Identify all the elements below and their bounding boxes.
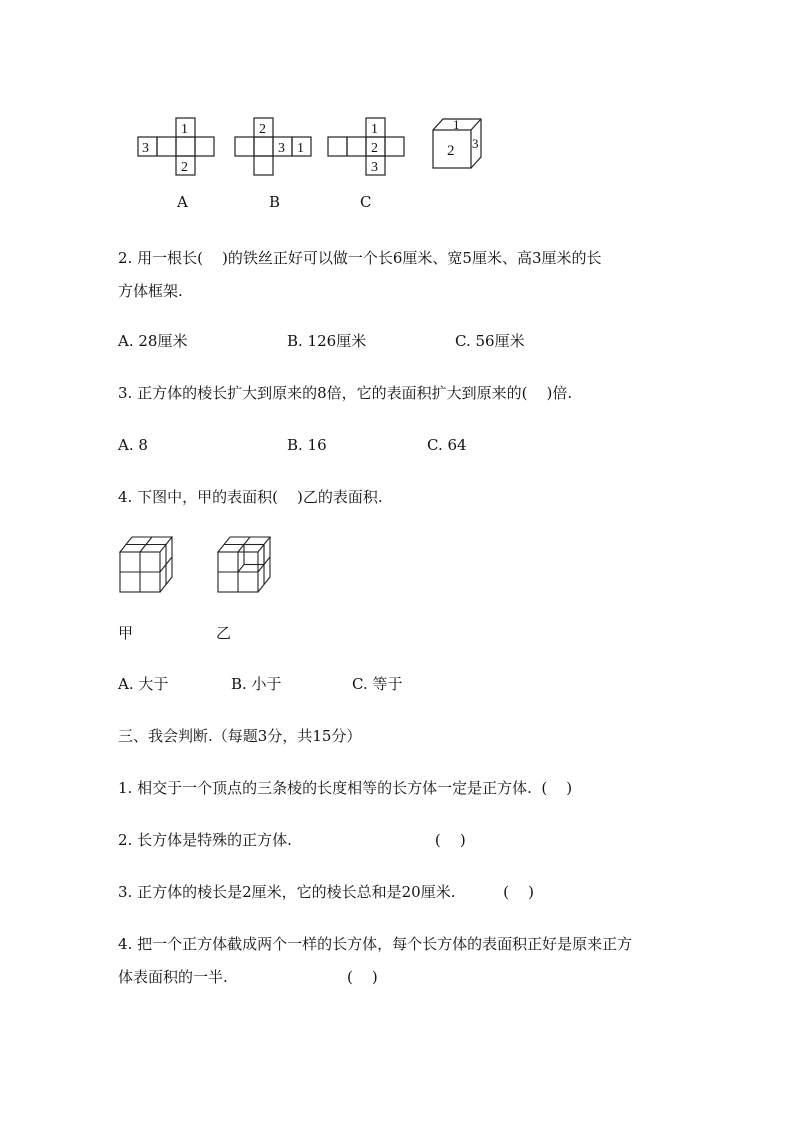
cube-label-2: 2 (447, 143, 455, 159)
net-c-label-2: 2 (371, 141, 378, 156)
q3-option-c: C. 64 (427, 436, 467, 454)
net-a-caption: A (177, 193, 188, 211)
net-c-label-1: 1 (371, 122, 378, 137)
q3-option-a: A. 8 (118, 436, 148, 454)
net-a (138, 118, 214, 175)
net-b-label-1: 1 (297, 141, 304, 156)
net-a-label-1: 1 (181, 122, 188, 137)
judge-item-2: 2. 长方体是特殊的正方体. ( ) (118, 831, 466, 849)
q3-line1: 3. 正方体的棱长扩大到原来的8倍，它的表面积扩大到原来的( )倍. (118, 384, 573, 402)
q2-option-c: C. 56厘米 (455, 332, 525, 350)
q4-option-b: B. 小于 (231, 675, 282, 693)
net-b-label-3: 3 (278, 141, 285, 156)
label-jia: 甲 (118, 624, 134, 642)
net-b-label-2: 2 (259, 122, 266, 137)
q2-option-b: B. 126厘米 (287, 332, 367, 350)
q3-option-b: B. 16 (287, 436, 327, 454)
cube-label-3: 3 (472, 136, 479, 151)
q2-line1: 2. 用一根长( )的铁丝正好可以做一个长6厘米、宽5厘米、高3厘米的长 (118, 249, 602, 267)
q4-option-c: C. 等于 (352, 675, 403, 693)
judge-item-1: 1. 相交于一个顶点的三条棱的长度相等的长方体一定是正方体. ( ) (118, 779, 573, 797)
judge-item-4-line1: 4. 把一个正方体截成两个一样的长方体，每个长方体的表面积正好是原来正方 (118, 935, 633, 953)
net-a-label-3: 3 (142, 141, 149, 156)
net-c-caption: C (360, 193, 372, 211)
q2-option-a: A. 28厘米 (118, 332, 188, 350)
q4-line1: 4. 下图中，甲的表面积( )乙的表面积. (118, 488, 383, 506)
q4-option-a: A. 大于 (118, 675, 169, 693)
net-c (328, 118, 404, 175)
judge-item-4-line2: 体表面积的一半. ( ) (118, 968, 378, 986)
cube-stack-figures (115, 530, 295, 602)
q2-line2: 方体框架. (118, 282, 183, 300)
figure-yi (218, 537, 270, 592)
cube-label-1: 1 (453, 117, 460, 132)
label-yi: 乙 (216, 624, 232, 642)
figure-jia (120, 537, 172, 592)
section3-title: 三、我会判断.（每题3分，共15分） (118, 727, 362, 745)
judge-item-3: 3. 正方体的棱长是2厘米，它的棱长总和是20厘米. ( ) (118, 883, 534, 901)
net-b-caption: B (269, 193, 281, 211)
net-a-label-2: 2 (181, 160, 188, 175)
net-c-label-3: 3 (371, 160, 378, 175)
